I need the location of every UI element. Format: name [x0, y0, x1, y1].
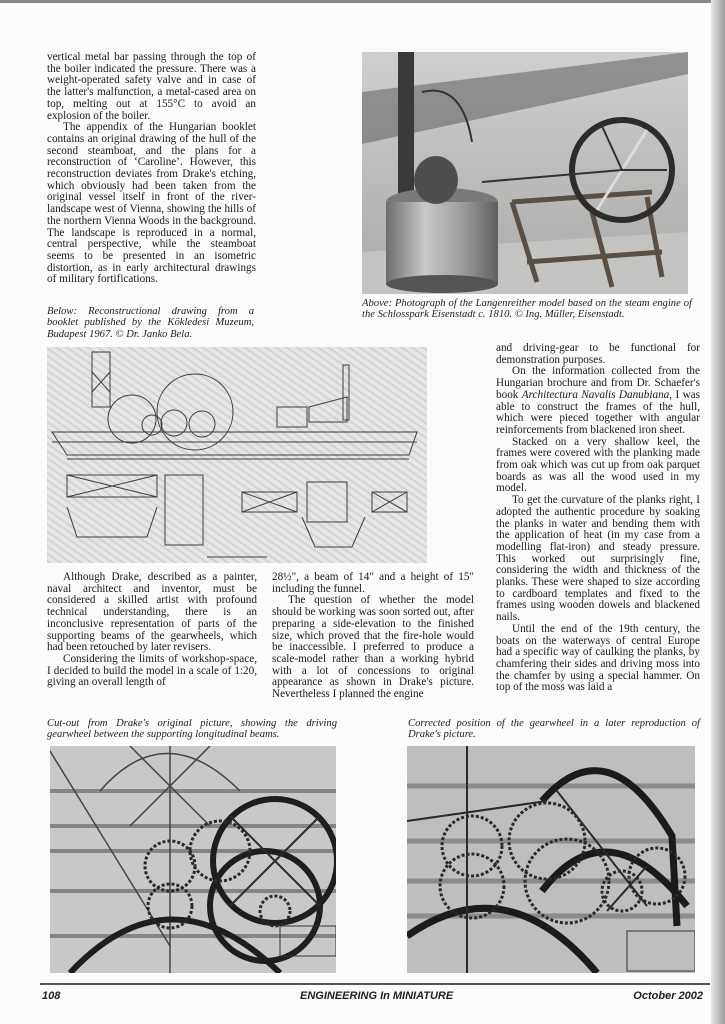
- text: , I was able to construct the frames of the hull, which were pieced together with angular reinforcements from blackened iron sheet.: [496, 388, 700, 436]
- paragraph: [496, 366, 700, 436]
- caption-drawing: Below: Reconstructional drawing from a booklet published by the Kökledesi Muzeum, Budapest 1967. © Dr. Janko Bela.: [47, 306, 254, 340]
- scan-binding-edge: [711, 0, 725, 1024]
- article-column-middle-bottom: [272, 572, 474, 701]
- paragraph: and driving-gear to be functional for demonstration purposes.: [496, 342, 700, 366]
- engraving-corrected-gearwheel: [407, 746, 695, 973]
- text: On the information collected from the Hungarian brochure and from Dr. Schaefer's book: [496, 365, 700, 401]
- magazine-title: ENGINEERING In MINIATURE: [300, 990, 454, 1002]
- paragraph: Considering the limits of workshop-space, I decided to build the model in a scale of 1:20, giving an overall length of: [47, 652, 257, 689]
- paragraph: Stacked on a very shallow keel, the frames were covered with the planking made from oak which was cut up from oak parquet boards as was all the wood used in my model.: [496, 435, 700, 495]
- page-number: 108: [42, 990, 61, 1002]
- engraving-original-gearwheel: [50, 746, 336, 973]
- gearwheel-corrected-image: [407, 746, 695, 973]
- paragraph: vertical metal bar passing through the top of the boiler indicated the pressure. There was a weight-operated safety valve and in case of the latter's malfunction, a metal-cased area on top, melting out at 155°C to avoid an explosion of the boiler.: [47, 51, 256, 122]
- article-column-left-bottom: [47, 572, 257, 689]
- caption-photo: Above: Photograph of the Langenreither model based on the steam engine of the Schlosspark Eisenstadt c. 1810. © Ing. Müller, Eisenstadt.: [362, 298, 692, 321]
- book-title: Architectura Navalis Danubiana: [521, 388, 670, 401]
- show-through-text: [282, 58, 293, 103]
- issue-date: October 2002: [633, 990, 703, 1002]
- caption-cutout-original: Cut-out from Drake's original picture, showing the driving gearwheel between the supporting longitudinal beams.: [47, 718, 337, 741]
- article-column-right: [496, 343, 700, 694]
- scan-top-edge: [0, 0, 725, 3]
- paragraph: The question of whether the model should be working was soon sorted out, after preparing a side-elevation to the finished size, which proved that the fire-hole would be inaccessible. I preferred to produce a scale-model rather than a working hybrid with a lot of concessions to original appearance as shown in Drake's picture. Nevertheless I planned the engine: [272, 594, 474, 701]
- footer-divider: [40, 983, 710, 985]
- photo-steam-engine-model: [362, 52, 688, 294]
- steamboat-plan-image: [47, 347, 427, 563]
- gearwheel-original-image: [50, 746, 336, 973]
- steam-engine-photo-image: [362, 52, 688, 294]
- paragraph: 28½", a beam of 14" and a height of 15" including the funnel.: [272, 571, 474, 595]
- paragraph: Until the end of the 19th century, the boats on the waterways of central Europe had a specific way of caulking the planks, by chamfering their sides and driving moss into the chamfer by using a special hammer. On top of the moss was laid a: [496, 622, 700, 694]
- drawing-steamboat-reconstruction: [47, 347, 427, 563]
- article-column-left-top: [47, 52, 256, 286]
- paragraph: Although Drake, described as a painter, naval architect and inventor, must be considered a skilled artist with profound technical understanding, there is an inconclusive representation of parts of the supporting beams of the gearwheels, which had been retouched by later revisers.: [47, 571, 257, 654]
- paragraph: To get the curvature of the planks right, I adopted the authentic procedure by soaking the planks in water and bending them with the application of heat (in my case from a modelling flat-iron) and steady pressure. This worked out surprisingly fine, considering the width and thickness of the planks. These were shaped to size according to cardboard templates and fixed to the frames using wooden dowels and blackened nails.: [496, 494, 700, 624]
- caption-cutout-corrected: Corrected position of the gearwheel in a later reproduction of Drake's picture.: [408, 718, 700, 741]
- paragraph: The appendix of the Hungarian booklet contains an original drawing of the hull of the second steamboat, and the plans for a reconstruction of ‘Caroline’. However, this reconstruction deviates from Drake's etching, which obviously had been taken from the original vessel itself in front of the river-landscape west of Vienna, showing the hills of the northern Vienna Woods in the background. The landscape is reproduced in a normal, central perspective, while the steamboat seems to be presented in an isometric distortion, as in early architectural drawings of military fortifications.: [47, 121, 256, 286]
